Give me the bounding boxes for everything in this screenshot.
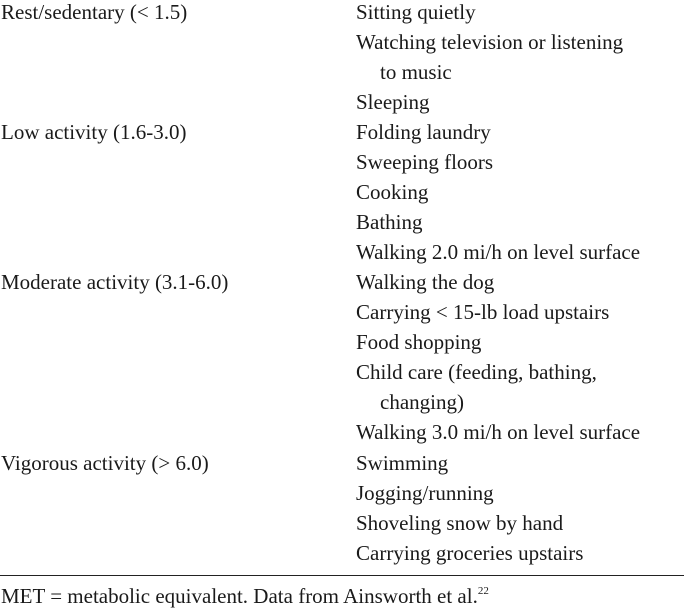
- activity-item: Carrying groceries upstairs: [356, 541, 584, 565]
- activity-item: Child care (feeding, bathing,: [356, 360, 597, 384]
- activity-item: Sweeping floors: [356, 150, 494, 174]
- activity-item: Sitting quietly: [356, 0, 476, 24]
- activity-item: Swimming: [356, 451, 449, 475]
- activity-item: Food shopping: [356, 330, 482, 354]
- activity-item: Cooking: [356, 180, 429, 204]
- activity-item: Watching television or listening: [356, 30, 624, 54]
- activity-item: Sleeping: [356, 90, 430, 114]
- category-label: Vigorous activity (> 6.0): [1, 451, 209, 475]
- category-label: Rest/sedentary (< 1.5): [1, 0, 188, 24]
- activity-item: Walking 2.0 mi/h on level surface: [356, 240, 641, 264]
- footnote-text: MET = metabolic equivalent. Data from Ainsworth et al.: [1, 584, 478, 608]
- activity-item-continued: to music: [380, 60, 452, 84]
- activity-item: Shoveling snow by hand: [356, 511, 564, 535]
- table-footnote: [1, 583, 489, 609]
- category-label: Low activity (1.6-3.0): [1, 120, 187, 144]
- activity-item: Walking the dog: [356, 270, 495, 294]
- table-bottom-rule: [0, 575, 684, 576]
- activity-item: Bathing: [356, 210, 423, 234]
- activity-item-continued: changing): [380, 390, 464, 414]
- category-label: Moderate activity (3.1-6.0): [1, 270, 229, 294]
- activity-item: Jogging/running: [356, 481, 494, 505]
- footnote-reference: 22: [477, 585, 489, 597]
- activity-item: Folding laundry: [356, 120, 491, 144]
- activity-item: Carrying < 15-lb load upstairs: [356, 300, 610, 324]
- activity-item: Walking 3.0 mi/h on level surface: [356, 420, 641, 444]
